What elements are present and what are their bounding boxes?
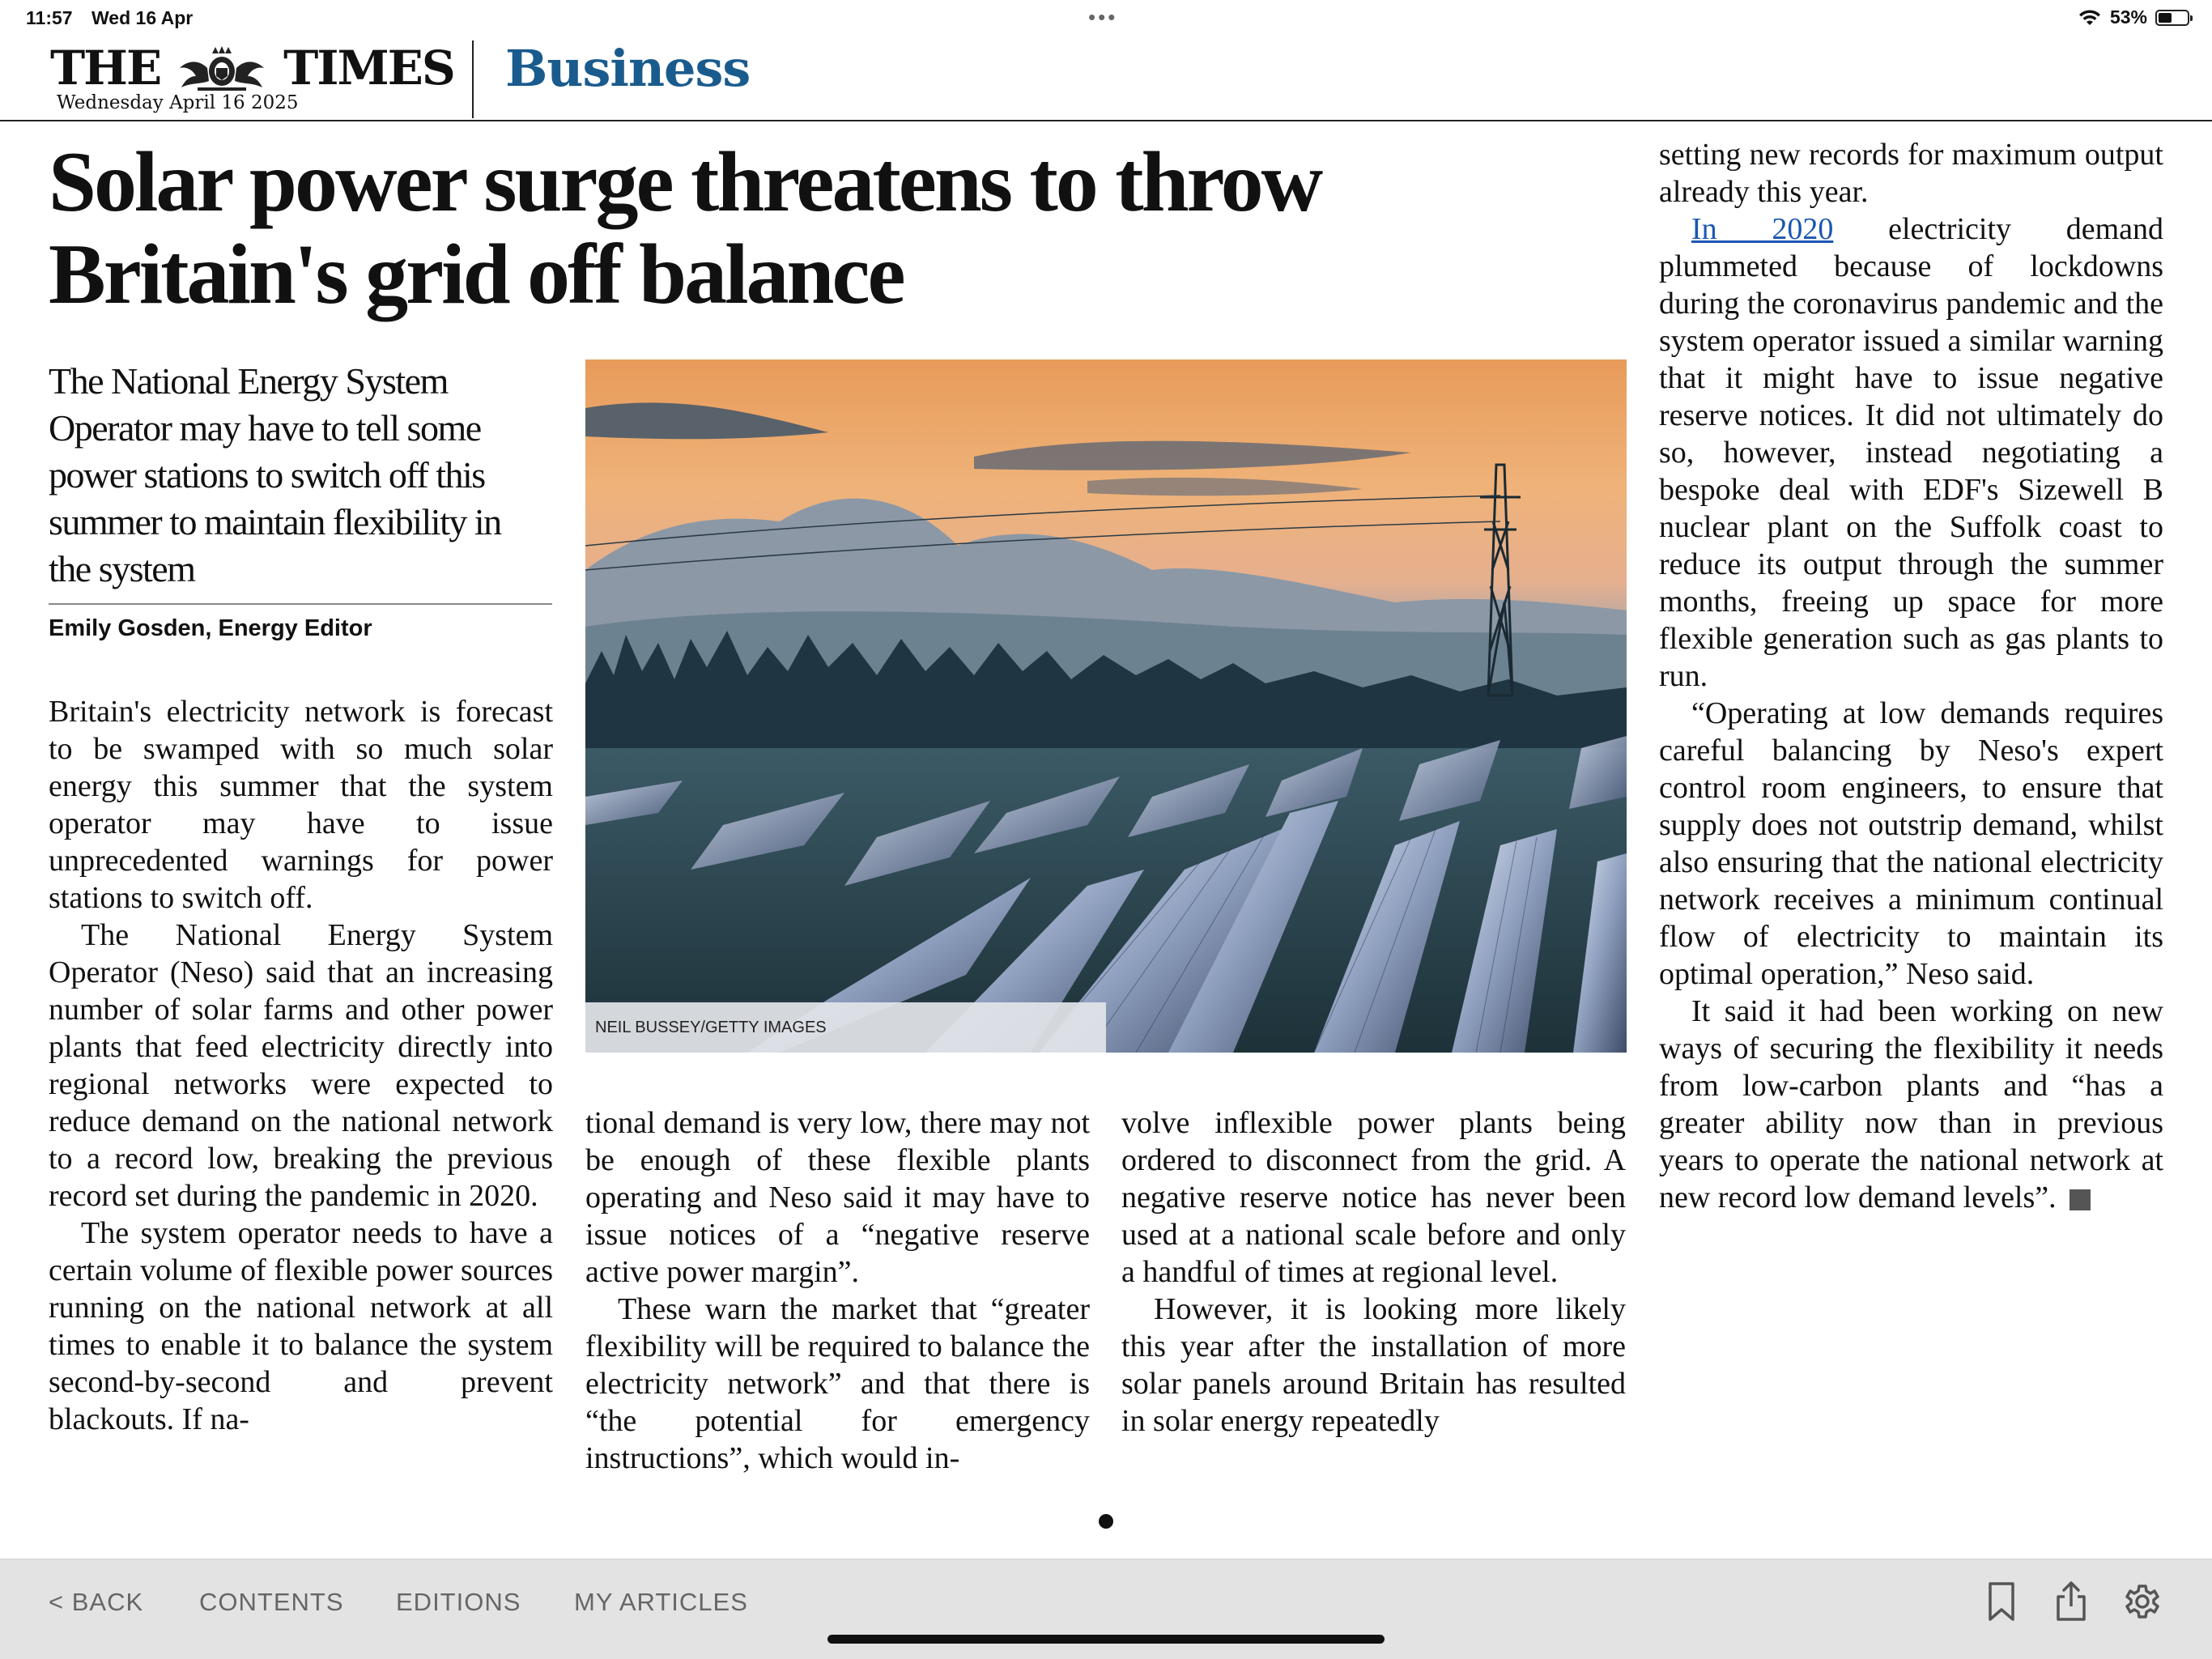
- paragraph: The system operator needs to have a certain volume of flexible power sources running on the national network at all times to enable it to balance the system second-by-second and prevent blackouts. If na-: [49, 1216, 553, 1436]
- times-logo[interactable]: [50, 40, 454, 96]
- solar-farm-image: [585, 359, 1627, 1053]
- status-time: 11:57: [26, 7, 73, 28]
- paragraph: setting new records for maximum output already this year.: [1659, 138, 2163, 209]
- article-column-2: [585, 1104, 1090, 1477]
- gear-icon[interactable]: [2123, 1580, 2162, 1623]
- bookmark-icon[interactable]: [1982, 1580, 2021, 1623]
- paragraph: [1659, 993, 2163, 1216]
- article-column-4: [1659, 136, 2163, 1216]
- bottom-toolbar: [0, 1559, 2212, 1659]
- in-2020-link[interactable]: In 2020: [1691, 212, 1834, 246]
- edition-date: Wednesday April 16 2025: [57, 92, 299, 113]
- page-indicator-dot[interactable]: [1099, 1514, 1113, 1529]
- contents-button[interactable]: CONTENTS: [199, 1588, 344, 1616]
- standfirst-divider: [49, 603, 552, 605]
- masthead: [0, 39, 2212, 121]
- masthead-divider: [472, 40, 474, 118]
- paragraph: tional demand is very low, there may not be enough of these flexible plants operating and Neso said it may have to issue notices of a “negative reserve active power margin”.: [585, 1106, 1090, 1289]
- share-icon[interactable]: [2052, 1580, 2091, 1623]
- status-right: [2078, 6, 2189, 28]
- paragraph: volve inflexible power plants being ordered to disconnect from the grid. A negative reserve notice has never been used at a national scale before and only a handful of times at regional level.: [1121, 1106, 1626, 1289]
- my-articles-button[interactable]: MY ARTICLES: [574, 1588, 748, 1616]
- article-column-1: [49, 693, 553, 1438]
- paragraph: These warn the market that “greater flexibility will be required to balance the electricity network” and that there is “the potential for emergency instructions”, which would in-: [585, 1292, 1090, 1475]
- end-of-article-icon: [2069, 1189, 2091, 1210]
- status-date: Wed 16 Apr: [91, 7, 194, 28]
- paragraph-text: It said it had been working on new ways of securing the flexibility it needs from low-carbon plants and “has a greater ability now than in previous years to operate the national network at new record low demand levels”.: [1659, 994, 2163, 1214]
- article-headline: Solar power surge threatens to throw Britain's grid off balance: [49, 134, 1321, 321]
- paragraph: Britain's electricity network is forecast to be swamped with so much solar energy this summer that the system operator may have to issue unprecedented warnings for power stations to switch off.: [49, 695, 553, 915]
- status-bar: [0, 0, 2212, 39]
- article-photo[interactable]: [585, 359, 1627, 1053]
- paragraph: “Operating at low demands requires careful balancing by Neso's expert control room engineers, to ensure that supply does not outstrip demand, whilst also ensuring that the national electricity network receives a minimum continual flow of electricity to maintain its optimal operation,” Neso said.: [1659, 696, 2163, 991]
- multitasking-dots-icon[interactable]: •••: [1088, 5, 1118, 29]
- logo-word-the: THE: [50, 40, 161, 96]
- logo-word-times: TIMES: [283, 40, 454, 96]
- battery-percent: 53%: [2109, 6, 2147, 28]
- crest-icon: [165, 44, 279, 92]
- article-column-3: [1121, 1104, 1626, 1440]
- editions-button[interactable]: EDITIONS: [396, 1588, 521, 1616]
- paragraph: [1659, 211, 2163, 695]
- paragraph: However, it is looking more likely this year after the installation of more solar panels around Britain has resulted in solar energy repeatedly: [1121, 1292, 1626, 1438]
- article-standfirst: The National Energy System Operator may have to tell some power stations to switch off this summer to maintain flexibility in the system: [49, 360, 501, 589]
- image-credit: NEIL BUSSEY/GETTY IMAGES: [585, 1002, 1106, 1053]
- home-indicator[interactable]: [827, 1635, 1385, 1644]
- section-title: Business: [505, 39, 751, 98]
- article-byline: Emily Gosden, Energy Editor: [49, 615, 372, 641]
- battery-icon: [2155, 10, 2189, 26]
- back-button[interactable]: < BACK: [49, 1588, 144, 1616]
- wifi-icon: [2078, 9, 2102, 27]
- paragraph-text: electricity demand plummeted because of lockdowns during the coronavirus pandemic and the system operator issued a similar warning that it might have to issue negative reserve notices. It did not ultimately do so, however, instead negotiating a bespoke deal with EDF's Sizewell B nuclear plant on the Suffolk coast to reduce its output through the summer months, freeing up space for more flexible generation such as gas plants to run.: [1659, 212, 2163, 693]
- paragraph: The National Energy System Operator (Neso) said that an increasing number of solar farms and other power plants that feed electricity directly into regional networks were expected to reduce demand on the national network to a record low, breaking the previous record set during the pandemic in 2020.: [49, 918, 553, 1213]
